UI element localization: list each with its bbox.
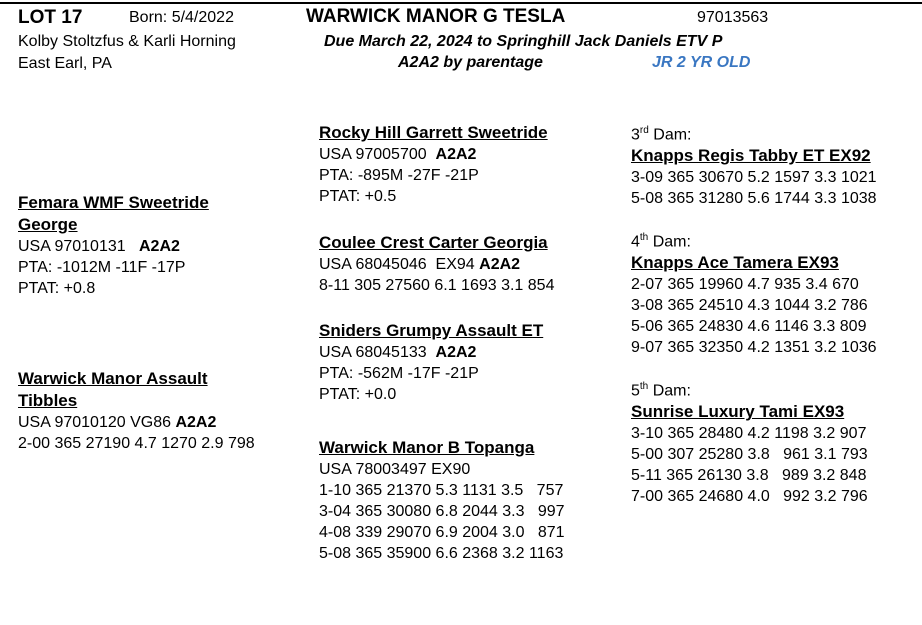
paternal-grandsire-block bbox=[319, 122, 548, 207]
maternal-granddam-reg: USA 78003497 EX90 bbox=[319, 461, 471, 478]
fourth-dam-record-4: 9-07 365 32350 4.2 1351 3.2 1036 bbox=[631, 339, 877, 357]
animal-name: WARWICK MANOR G TESLA bbox=[306, 6, 566, 27]
fourth-dam-record-1: 2-07 365 19960 4.7 935 3.4 670 bbox=[631, 276, 859, 294]
maternal-grandsire-genotype: A2A2 bbox=[435, 344, 477, 361]
fourth-dam-name: Knapps Ace Tamera EX93 bbox=[631, 253, 839, 273]
top-rule bbox=[0, 2, 922, 4]
fourth-dam-label bbox=[631, 228, 877, 252]
sire-pta: PTA: -1012M -11F -17P bbox=[18, 259, 186, 276]
sire-ptat: PTAT: +0.8 bbox=[18, 280, 96, 297]
maternal-granddam-record-4: 5-08 365 35900 6.6 2368 3.2 1163 bbox=[319, 545, 564, 562]
fifth-dam-name: Sunrise Luxury Tami EX93 bbox=[631, 402, 845, 422]
lot-number: LOT 17 bbox=[18, 7, 83, 28]
fourth-dam-label-rest: Dam: bbox=[648, 233, 691, 251]
third-dam-label-num: 3 bbox=[631, 126, 640, 144]
maternal-grandsire-reg: USA 68045133 bbox=[319, 344, 427, 361]
maternal-granddam-record-2: 3-04 365 30080 6.8 2044 3.3 997 bbox=[319, 503, 565, 520]
sire-block bbox=[18, 192, 209, 299]
maternal-granddam-record-3: 4-08 339 29070 6.9 2004 3.0 871 bbox=[319, 524, 565, 541]
maternal-grandsire-ptat: PTAT: +0.0 bbox=[319, 386, 397, 403]
class-label: JR 2 YR OLD bbox=[652, 54, 751, 71]
dam-block bbox=[18, 368, 255, 454]
fifth-dam-label bbox=[631, 377, 868, 401]
maternal-granddam-record-1: 1-10 365 21370 5.3 1131 3.5 757 bbox=[319, 482, 564, 499]
dam-genotype: A2A2 bbox=[175, 414, 217, 431]
paternal-grandsire-ptat: PTAT: +0.5 bbox=[319, 188, 397, 205]
fifth-dam-record-4: 7-00 365 24680 4.0 992 3.2 796 bbox=[631, 488, 868, 506]
fifth-dam-label-rest: Dam: bbox=[648, 382, 691, 400]
maternal-grandsire-pta: PTA: -562M -17F -21P bbox=[319, 365, 479, 382]
third-dam-label-sup: rd bbox=[639, 125, 649, 136]
fifth-dam-record-2: 5-00 307 25280 3.8 961 3.1 793 bbox=[631, 446, 868, 464]
fifth-dam-block bbox=[631, 377, 868, 507]
paternal-granddam-genotype: A2A2 bbox=[479, 256, 521, 273]
paternal-grandsire-reg: USA 97005700 bbox=[319, 146, 427, 163]
paternal-granddam-reg-line bbox=[319, 254, 554, 275]
fourth-dam-block bbox=[631, 228, 877, 358]
sire-genotype: A2A2 bbox=[139, 238, 180, 255]
third-dam-label bbox=[631, 121, 877, 145]
sire-reg: USA 97010131 bbox=[18, 238, 126, 255]
paternal-grandsire-reg-line bbox=[319, 144, 548, 165]
birth-date: Born: 5/4/2022 bbox=[129, 9, 234, 26]
maternal-grandsire-name: Sniders Grumpy Assault ET bbox=[319, 321, 544, 340]
registration-number: 97013563 bbox=[697, 9, 769, 26]
fifth-dam-label-num: 5 bbox=[631, 382, 640, 400]
maternal-granddam-block bbox=[319, 437, 565, 564]
maternal-grandsire-reg-line bbox=[319, 342, 543, 363]
third-dam-block bbox=[631, 121, 877, 209]
consignors: Kolby Stoltzfus & Karli Horning bbox=[18, 33, 236, 50]
dam-record: 2-00 365 27190 4.7 1270 2.9 798 bbox=[18, 435, 255, 452]
paternal-granddam-reg: USA 68045046 EX94 bbox=[319, 256, 475, 273]
paternal-granddam-record: 8-11 305 27560 6.1 1693 3.1 854 bbox=[319, 277, 555, 294]
paternal-grandsire-name: Rocky Hill Garrett Sweetride bbox=[319, 123, 548, 142]
dam-reg-line bbox=[18, 412, 255, 433]
paternal-granddam-name: Coulee Crest Carter Georgia bbox=[319, 233, 548, 252]
due-line: Due March 22, 2024 to Springhill Jack Daniels ETV P bbox=[324, 33, 723, 50]
location: East Earl, PA bbox=[18, 55, 112, 72]
fourth-dam-label-num: 4 bbox=[631, 233, 640, 251]
paternal-grandsire-genotype: A2A2 bbox=[435, 146, 477, 163]
dam-name-line2: Tibbles bbox=[18, 391, 78, 410]
sire-name-line2: George bbox=[18, 215, 78, 234]
fourth-dam-record-2: 3-08 365 24510 4.3 1044 3.2 786 bbox=[631, 297, 868, 315]
fourth-dam-label-sup: th bbox=[639, 232, 649, 243]
sire-name-line1: Femara WMF Sweetride bbox=[18, 193, 209, 212]
dam-name-line1: Warwick Manor Assault bbox=[18, 369, 208, 388]
maternal-grandsire-block bbox=[319, 320, 543, 405]
fourth-dam-record-3: 5-06 365 24830 4.6 1146 3.3 809 bbox=[631, 318, 867, 336]
third-dam-label-rest: Dam: bbox=[648, 126, 692, 144]
dam-reg: USA 97010120 VG86 bbox=[18, 414, 172, 431]
paternal-granddam-block bbox=[319, 232, 554, 296]
third-dam-name: Knapps Regis Tabby ET EX92 bbox=[631, 146, 871, 166]
paternal-grandsire-pta: PTA: -895M -27F -21P bbox=[319, 167, 479, 184]
third-dam-record-2: 5-08 365 31280 5.6 1744 3.3 1038 bbox=[631, 190, 877, 208]
fifth-dam-record-3: 5-11 365 26130 3.8 989 3.2 848 bbox=[631, 467, 867, 485]
third-dam-record-1: 3-09 365 30670 5.2 1597 3.3 1021 bbox=[631, 169, 877, 187]
sire-reg-line bbox=[18, 236, 209, 257]
maternal-granddam-name: Warwick Manor B Topanga bbox=[319, 438, 535, 457]
fifth-dam-record-1: 3-10 365 28480 4.2 1198 3.2 907 bbox=[631, 425, 867, 443]
fifth-dam-label-sup: th bbox=[639, 381, 649, 392]
genotype-line: A2A2 by parentage bbox=[398, 54, 543, 71]
